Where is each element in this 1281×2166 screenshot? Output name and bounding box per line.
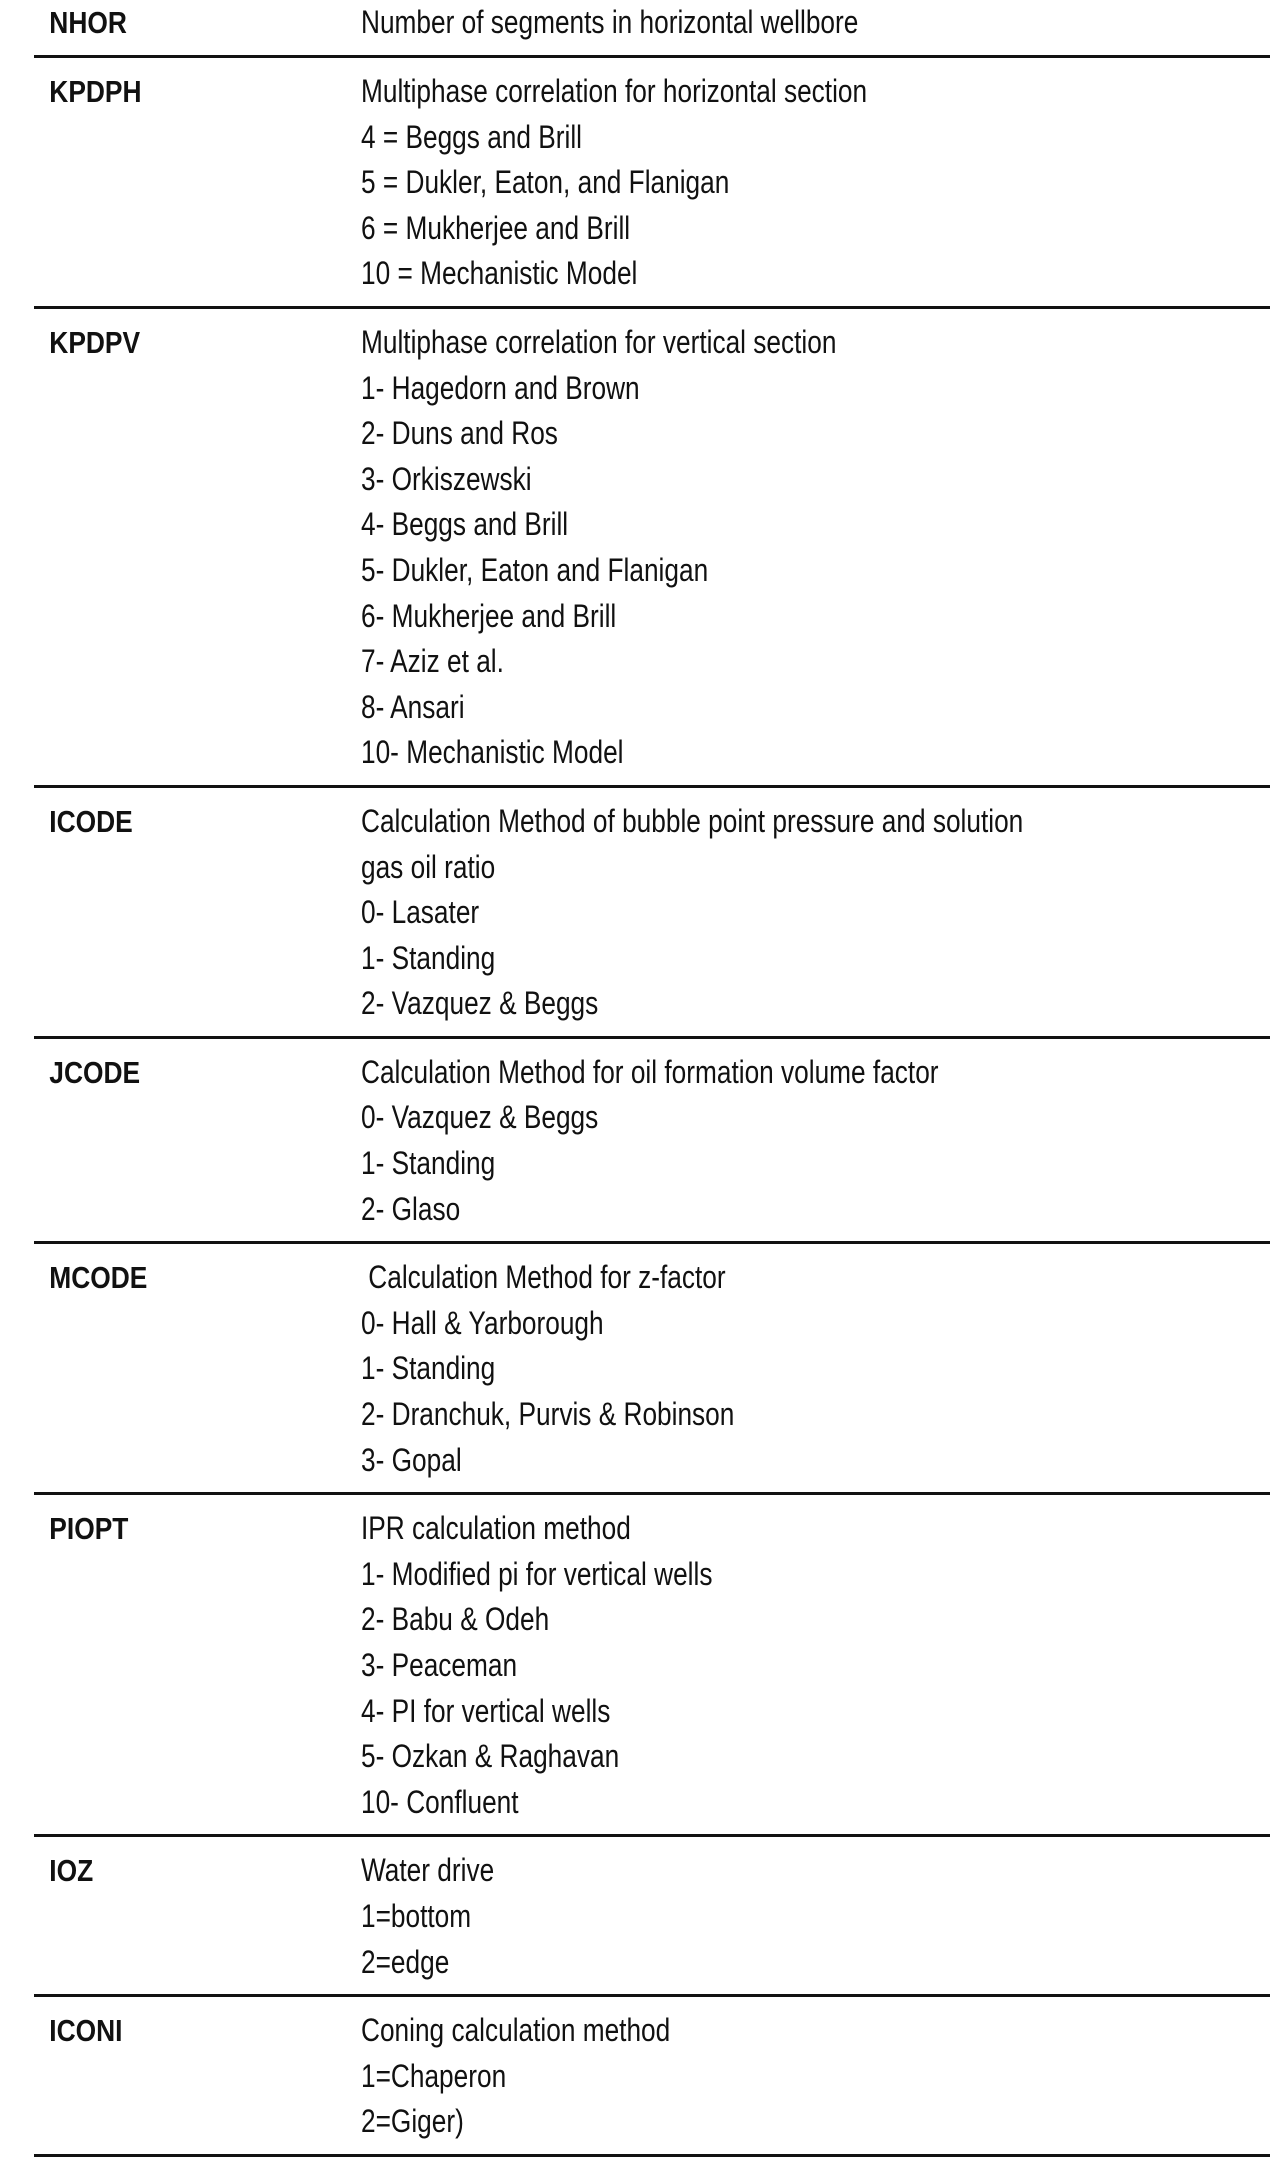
description-line: Coning calculation method xyxy=(361,2012,671,2049)
parameter-description xyxy=(361,1506,1270,1825)
description-line: 1- Standing xyxy=(361,1350,496,1387)
description-line: 5- Dukler, Eaton and Flanigan xyxy=(361,551,709,588)
parameter-name: JCODE xyxy=(49,1054,141,1090)
description-line: 4- Beggs and Brill xyxy=(361,506,569,543)
description-line: Calculation Method for oil formation volume factor xyxy=(361,1053,939,1090)
description-line: gas oil ratio xyxy=(361,848,496,885)
table-row xyxy=(34,309,1270,788)
description-line: 6- Mukherjee and Brill xyxy=(361,597,617,634)
parameter-description xyxy=(361,69,1270,297)
description-line: Calculation Method of bubble point pressure and solution xyxy=(361,802,1024,839)
table-row xyxy=(34,1997,1270,2157)
description-line: Water drive xyxy=(361,1852,495,1889)
description-line: 2=edge xyxy=(361,1943,450,1980)
parameter-name: NHOR xyxy=(49,5,127,40)
description-line: 2- Vazquez & Beggs xyxy=(361,985,599,1022)
description-line: 5 = Dukler, Eaton, and Flanigan xyxy=(361,164,730,201)
description-line: IPR calculation method xyxy=(361,1510,631,1547)
table-row xyxy=(34,1837,1270,1997)
parameter-name: IOZ xyxy=(49,1853,94,1889)
parameter-name: ICONI xyxy=(49,2013,123,2049)
parameter-description xyxy=(361,799,1270,1027)
description-line: 2- Glaso xyxy=(361,1190,461,1227)
table-row xyxy=(34,1039,1270,1244)
parameter-description xyxy=(361,1848,1270,1985)
description-line: 0- Vazquez & Beggs xyxy=(361,1099,599,1136)
table-row xyxy=(34,1244,1270,1495)
table-row xyxy=(34,58,1270,309)
table-row xyxy=(34,0,1270,58)
parameter-description xyxy=(361,0,1270,46)
description-line: 10- Confluent xyxy=(361,1783,519,1820)
parameter-name: ICODE xyxy=(49,803,133,839)
parameter-table xyxy=(34,0,1270,2157)
parameter-description xyxy=(361,320,1270,776)
description-line: 2- Duns and Ros xyxy=(361,415,558,452)
description-line: 2- Babu & Odeh xyxy=(361,1601,550,1638)
description-line: 2=Giger) xyxy=(361,2103,464,2140)
description-line: Multiphase correlation for horizontal section xyxy=(361,73,868,109)
description-line: 4 = Beggs and Brill xyxy=(361,118,582,155)
description-line: 8- Ansari xyxy=(361,688,465,725)
description-line: 2- Dranchuk, Purvis & Robinson xyxy=(361,1396,735,1433)
table-row xyxy=(34,1495,1270,1837)
description-line: 4- PI for vertical wells xyxy=(361,1692,611,1729)
table-row xyxy=(34,788,1270,1039)
description-line: Calculation Method for z-factor xyxy=(361,1259,726,1296)
parameter-name: PIOPT xyxy=(49,1511,129,1547)
description-line: 3- Orkiszewski xyxy=(361,460,532,497)
parameter-description xyxy=(361,1255,1270,1483)
description-line: 3- Peaceman xyxy=(361,1647,518,1683)
parameter-name: MCODE xyxy=(49,1260,148,1296)
parameter-description xyxy=(361,1050,1270,1232)
description-line: 1=bottom xyxy=(361,1897,472,1934)
description-line: 0- Lasater xyxy=(361,894,480,931)
description-line: 10 = Mechanistic Model xyxy=(361,255,638,292)
description-line: 1- Standing xyxy=(361,1145,496,1182)
description-line: 5- Ozkan & Raghavan xyxy=(361,1738,620,1775)
parameter-name: KPDPH xyxy=(49,74,142,109)
description-line: Number of segments in horizontal wellbore xyxy=(361,4,859,40)
description-line: 0- Hall & Yarborough xyxy=(361,1304,604,1341)
description-line: 1- Hagedorn and Brown xyxy=(361,369,640,406)
description-line: 1- Standing xyxy=(361,939,496,976)
parameter-description xyxy=(361,2008,1270,2145)
description-line: 6 = Mukherjee and Brill xyxy=(361,209,631,246)
description-line: 3- Gopal xyxy=(361,1441,462,1478)
description-line: 1- Modified pi for vertical wells xyxy=(361,1555,713,1592)
description-line: 7- Aziz et al. xyxy=(361,643,504,680)
description-line: 1=Chaperon xyxy=(361,2057,507,2094)
parameter-name: KPDPV xyxy=(49,324,141,360)
description-line: Multiphase correlation for vertical section xyxy=(361,323,837,360)
description-line: 10- Mechanistic Model xyxy=(361,734,624,771)
